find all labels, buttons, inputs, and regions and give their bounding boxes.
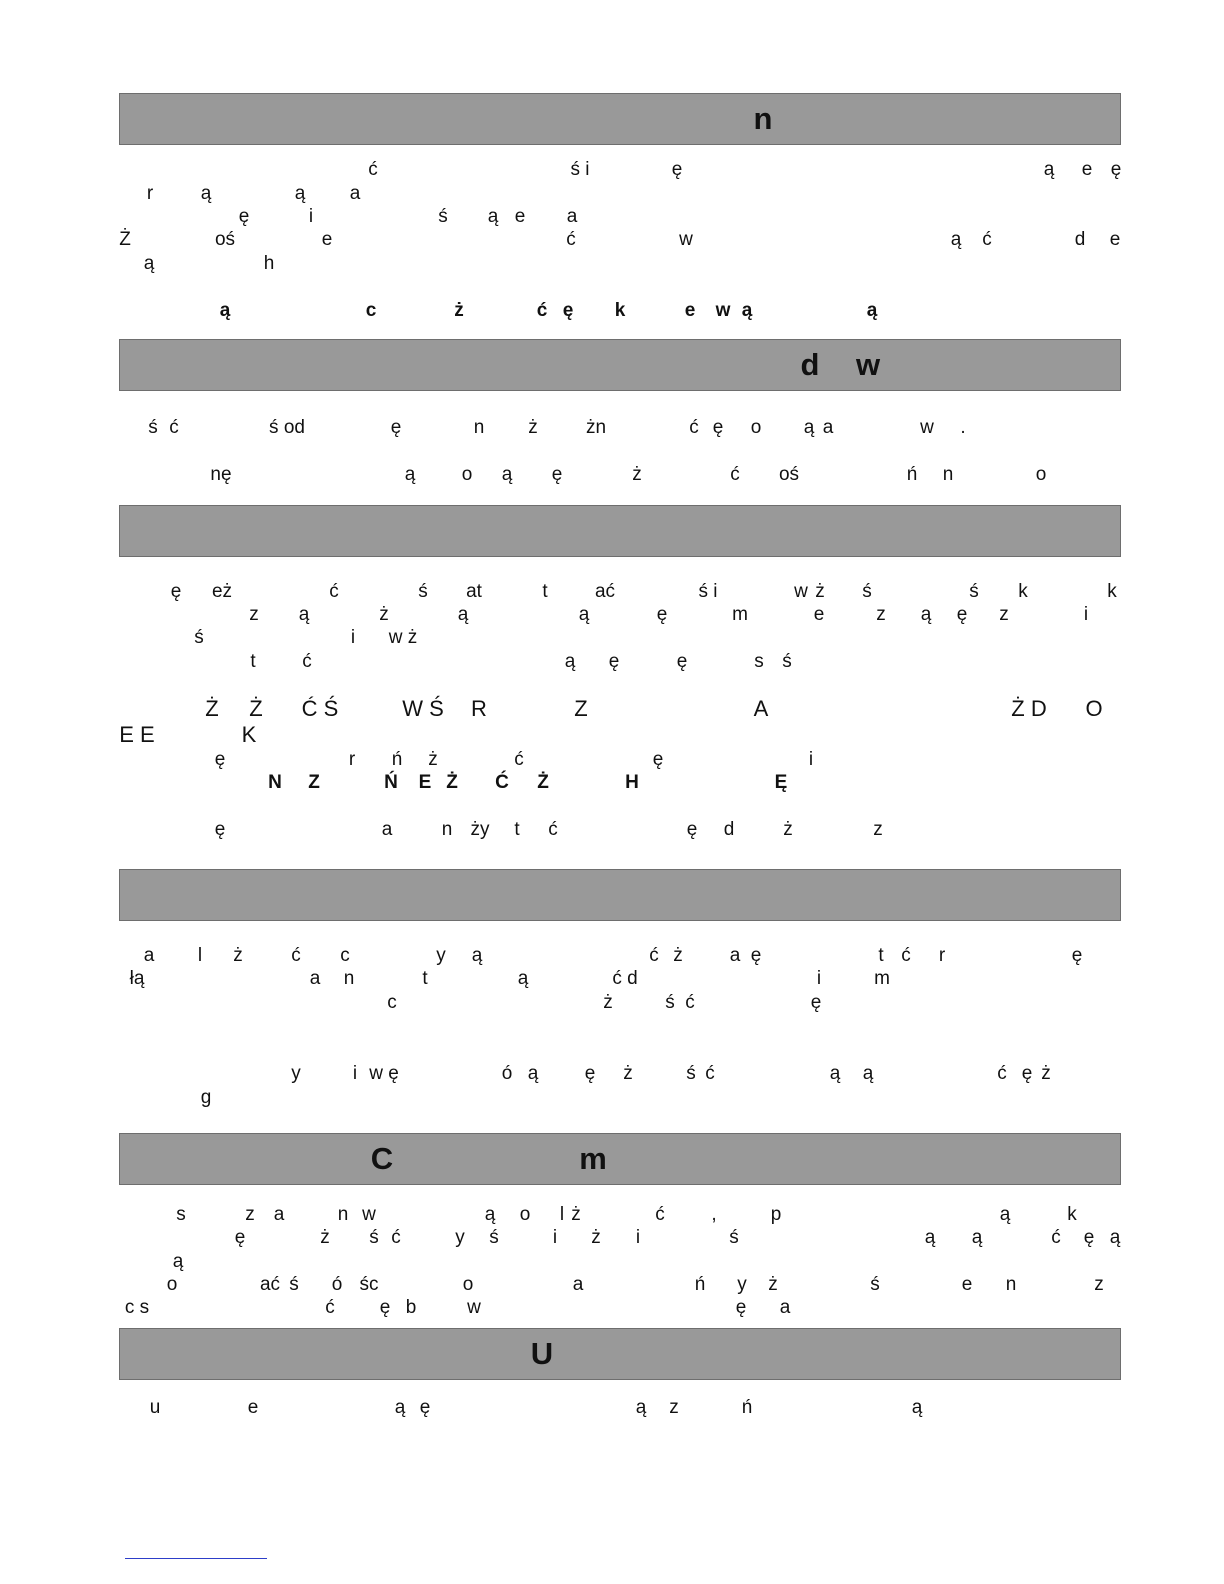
glyph: s xyxy=(176,1204,186,1225)
glyph: ę xyxy=(608,651,620,672)
glyph: ś xyxy=(782,651,792,672)
text-line xyxy=(0,603,1224,627)
glyph: t xyxy=(250,651,256,672)
glyph: Ć xyxy=(495,772,509,793)
glyph: y xyxy=(737,1274,747,1295)
glyph: ś xyxy=(369,1227,379,1248)
glyph: ć xyxy=(291,945,301,966)
glyph: ę xyxy=(419,1397,431,1418)
glyph: ś xyxy=(489,1227,499,1248)
glyph: w xyxy=(920,417,934,438)
glyph: ą xyxy=(298,604,310,625)
text-line xyxy=(0,944,1224,968)
glyph: ą xyxy=(635,1397,647,1418)
glyph: a xyxy=(349,183,361,204)
glyph: ń xyxy=(694,1274,706,1295)
glyph: m xyxy=(874,968,890,989)
glyph: z xyxy=(245,1204,255,1225)
text-line xyxy=(0,818,1224,842)
glyph: R xyxy=(471,696,487,721)
glyph: ż xyxy=(783,819,793,840)
glyph: ć xyxy=(566,229,576,250)
heading-glyph: d xyxy=(800,347,820,382)
glyph: i xyxy=(1083,604,1089,625)
glyph: ż xyxy=(528,417,538,438)
glyph: W Ś xyxy=(402,696,444,721)
glyph: ż xyxy=(1041,1063,1051,1084)
glyph: ę xyxy=(750,945,762,966)
glyph: ż xyxy=(454,300,464,321)
glyph: Ż D xyxy=(1011,696,1047,721)
glyph: ę xyxy=(671,159,683,180)
glyph: ę xyxy=(584,1063,596,1084)
glyph: ć xyxy=(901,945,911,966)
text-line xyxy=(0,967,1224,991)
glyph: ż xyxy=(768,1274,778,1295)
glyph: ż xyxy=(320,1227,330,1248)
glyph: ą xyxy=(394,1397,406,1418)
glyph: ą xyxy=(172,1251,184,1272)
heading-glyph: m xyxy=(579,1141,607,1176)
glyph: ć xyxy=(655,1204,665,1225)
glyph: k xyxy=(1067,1204,1077,1225)
glyph: z xyxy=(249,604,259,625)
glyph: ś xyxy=(418,581,428,602)
glyph: ą xyxy=(862,1063,874,1084)
glyph: e xyxy=(247,1397,259,1418)
glyph: i xyxy=(635,1227,641,1248)
glyph: i xyxy=(816,968,822,989)
glyph: ą xyxy=(527,1063,539,1084)
glyph: ę xyxy=(956,604,968,625)
glyph: y xyxy=(436,945,446,966)
glyph: o xyxy=(750,417,762,438)
glyph: Ż xyxy=(446,772,458,793)
glyph: ć xyxy=(685,992,695,1013)
glyph: ą xyxy=(501,464,513,485)
glyph: ą xyxy=(911,1397,923,1418)
glyph: r xyxy=(146,183,154,204)
glyph: , xyxy=(711,1204,717,1225)
glyph: i xyxy=(552,1227,558,1248)
glyph: Ż xyxy=(205,696,219,721)
glyph: Ż xyxy=(119,229,131,250)
glyph: eż xyxy=(211,581,233,602)
glyph: ą xyxy=(971,1227,983,1248)
text-line xyxy=(0,1296,1224,1320)
glyph: ć xyxy=(705,1063,715,1084)
glyph: w xyxy=(715,300,731,321)
glyph: ó xyxy=(331,1274,343,1295)
glyph: N xyxy=(268,772,282,793)
glyph: r xyxy=(938,945,946,966)
glyph: a xyxy=(572,1274,584,1295)
glyph: śc xyxy=(359,1274,379,1295)
glyph: ś xyxy=(686,1063,696,1084)
glyph: i xyxy=(352,1063,358,1084)
glyph: Ż xyxy=(537,772,549,793)
glyph: ć xyxy=(730,464,740,485)
glyph: ć xyxy=(1051,1227,1061,1248)
glyph: ą xyxy=(1043,159,1055,180)
glyph: w ż xyxy=(388,627,418,648)
glyph: ę xyxy=(676,651,688,672)
glyph: ś xyxy=(969,581,979,602)
glyph: ś xyxy=(862,581,872,602)
glyph: ą xyxy=(829,1063,841,1084)
text-line xyxy=(0,463,1224,487)
glyph: ś xyxy=(870,1274,880,1295)
section-heading-3 xyxy=(119,505,1121,557)
glyph: ę xyxy=(810,992,822,1013)
glyph: ą xyxy=(564,651,576,672)
glyph: r xyxy=(348,749,356,770)
glyph: n xyxy=(942,464,954,485)
glyph: żn xyxy=(585,417,607,438)
text-line xyxy=(0,1273,1224,1297)
glyph: w ę xyxy=(369,1063,399,1084)
glyph: t xyxy=(542,581,548,602)
glyph: y xyxy=(455,1227,465,1248)
glyph: e xyxy=(813,604,825,625)
glyph: ń xyxy=(391,749,403,770)
text-line xyxy=(0,650,1224,674)
section-heading-4 xyxy=(119,869,1121,921)
glyph: ć xyxy=(982,229,992,250)
section-heading-1 xyxy=(119,93,1121,145)
glyph: ż xyxy=(571,1204,581,1225)
glyph: ś i xyxy=(698,581,718,602)
text-line xyxy=(0,1396,1224,1420)
text-line xyxy=(0,723,1224,747)
glyph: ż xyxy=(428,749,438,770)
text-line xyxy=(0,1203,1224,1227)
glyph: ą xyxy=(866,300,878,321)
text-line xyxy=(0,697,1224,721)
glyph: e xyxy=(1081,159,1093,180)
glyph: d xyxy=(1074,229,1086,250)
glyph: e xyxy=(514,206,526,227)
glyph: oś xyxy=(214,229,236,250)
glyph: ą xyxy=(200,183,212,204)
glyph: ę xyxy=(712,417,724,438)
glyph: z xyxy=(1094,1274,1104,1295)
glyph: at xyxy=(466,581,482,602)
glyph: ś xyxy=(729,1227,739,1248)
glyph: l xyxy=(559,1204,565,1225)
glyph: m xyxy=(732,604,748,625)
glyph: l xyxy=(197,945,203,966)
glyph: łą xyxy=(129,968,145,989)
glyph: ć xyxy=(536,300,548,321)
glyph: ć xyxy=(548,819,558,840)
glyph: oś xyxy=(778,464,800,485)
glyph: ać xyxy=(594,581,616,602)
glyph: o xyxy=(519,1204,531,1225)
glyph: n xyxy=(337,1204,349,1225)
glyph: k xyxy=(1107,581,1117,602)
glyph: E E xyxy=(119,722,155,747)
glyph: ć xyxy=(325,1297,335,1318)
glyph: s xyxy=(754,651,764,672)
glyph: ś xyxy=(438,206,448,227)
text-line xyxy=(0,991,1224,1015)
glyph: Ż xyxy=(249,696,263,721)
text-line xyxy=(0,771,1224,795)
glyph: ż xyxy=(623,1063,633,1084)
glyph: ą xyxy=(294,183,306,204)
glyph: w xyxy=(679,229,693,250)
text-line xyxy=(0,416,1224,440)
glyph: e xyxy=(321,229,333,250)
glyph: ż xyxy=(603,992,613,1013)
glyph: o xyxy=(461,464,473,485)
glyph: ś i xyxy=(570,159,590,180)
glyph: ó xyxy=(501,1063,513,1084)
glyph: z xyxy=(873,819,883,840)
glyph: ę xyxy=(234,1227,246,1248)
glyph: a xyxy=(309,968,321,989)
glyph: ę xyxy=(1071,945,1083,966)
glyph: ać xyxy=(259,1274,281,1295)
glyph: h xyxy=(263,253,275,274)
glyph: ę xyxy=(1021,1063,1033,1084)
glyph: n xyxy=(441,819,453,840)
glyph: ę xyxy=(686,819,698,840)
glyph: a xyxy=(779,1297,791,1318)
glyph: ę xyxy=(652,749,664,770)
glyph: w xyxy=(794,581,808,602)
glyph: ć d xyxy=(612,968,638,989)
heading-glyph: C xyxy=(370,1141,394,1176)
glyph: c xyxy=(340,945,350,966)
glyph: o xyxy=(1035,464,1047,485)
glyph: ży xyxy=(470,819,490,840)
glyph: c s xyxy=(124,1297,150,1318)
glyph: o xyxy=(166,1274,178,1295)
glyph: H xyxy=(625,772,639,793)
glyph: ę xyxy=(735,1297,747,1318)
glyph: t xyxy=(514,819,520,840)
glyph: k xyxy=(1018,581,1028,602)
glyph: w xyxy=(467,1297,481,1318)
glyph: d xyxy=(723,819,735,840)
glyph: ę xyxy=(1083,1227,1095,1248)
glyph: ą xyxy=(143,253,155,274)
section-heading-6 xyxy=(119,1328,1121,1380)
section-heading-5 xyxy=(119,1133,1121,1185)
text-line xyxy=(0,252,1224,276)
glyph: ę xyxy=(214,819,226,840)
glyph: ę xyxy=(562,300,574,321)
text-line xyxy=(0,1226,1224,1250)
section-heading-2 xyxy=(119,339,1121,391)
glyph: E xyxy=(418,772,432,793)
glyph: a xyxy=(822,417,834,438)
glyph: o xyxy=(462,1274,474,1295)
glyph: K xyxy=(241,722,257,747)
glyph: ą xyxy=(219,300,231,321)
glyph: ę xyxy=(170,581,182,602)
glyph: k xyxy=(614,300,626,321)
glyph: ą xyxy=(471,945,483,966)
glyph: ń xyxy=(906,464,918,485)
glyph: t xyxy=(422,968,428,989)
glyph: z xyxy=(999,604,1009,625)
glyph: nę xyxy=(210,464,232,485)
glyph: c xyxy=(387,992,397,1013)
glyph: n xyxy=(1005,1274,1017,1295)
glyph: ż xyxy=(379,604,389,625)
glyph: a xyxy=(273,1204,285,1225)
glyph: i xyxy=(808,749,814,770)
text-line xyxy=(0,299,1224,323)
glyph: ż xyxy=(233,945,243,966)
glyph: ą xyxy=(484,1204,496,1225)
glyph: . xyxy=(960,417,966,438)
text-line xyxy=(0,205,1224,229)
glyph: n xyxy=(343,968,355,989)
glyph: p xyxy=(770,1204,782,1225)
glyph: ę xyxy=(238,206,250,227)
glyph: e xyxy=(1109,229,1121,250)
glyph: c xyxy=(365,300,377,321)
glyph: ę xyxy=(656,604,668,625)
glyph: ę xyxy=(1110,159,1122,180)
glyph: ś xyxy=(665,992,675,1013)
glyph: g xyxy=(200,1087,212,1108)
heading-glyph: w xyxy=(855,347,881,382)
text-line xyxy=(0,158,1224,182)
glyph: n xyxy=(473,417,485,438)
glyph: ć xyxy=(997,1063,1007,1084)
heading-glyph: U xyxy=(530,1336,554,1371)
text-line xyxy=(0,626,1224,650)
glyph: ć xyxy=(649,945,659,966)
glyph: Z xyxy=(308,772,320,793)
glyph: ą xyxy=(924,1227,936,1248)
glyph: ń xyxy=(741,1397,753,1418)
glyph: ż xyxy=(815,581,825,602)
text-line xyxy=(0,1086,1224,1110)
glyph: ą xyxy=(404,464,416,485)
glyph: ć xyxy=(302,651,312,672)
text-line xyxy=(0,1250,1224,1274)
footnote-separator xyxy=(125,1558,267,1559)
glyph: e xyxy=(961,1274,973,1295)
glyph: Z xyxy=(574,696,588,721)
glyph: ę xyxy=(379,1297,391,1318)
glyph: ę xyxy=(214,749,226,770)
glyph: ą xyxy=(578,604,590,625)
glyph: ż xyxy=(632,464,642,485)
text-line xyxy=(0,580,1224,604)
glyph: ą xyxy=(487,206,499,227)
glyph: i xyxy=(308,206,314,227)
glyph: A xyxy=(753,696,769,721)
glyph: ć xyxy=(169,417,179,438)
text-line xyxy=(0,228,1224,252)
glyph: a xyxy=(381,819,393,840)
glyph: t xyxy=(878,945,884,966)
glyph: e xyxy=(684,300,696,321)
glyph: ć xyxy=(368,159,378,180)
glyph: Ć Ś xyxy=(301,696,339,721)
text-line xyxy=(0,748,1224,772)
glyph: ś od xyxy=(269,417,305,438)
glyph: i xyxy=(350,627,356,648)
glyph: Ę xyxy=(774,772,788,793)
glyph: b xyxy=(405,1297,417,1318)
glyph: ą xyxy=(1109,1227,1121,1248)
glyph: ć xyxy=(391,1227,401,1248)
glyph: ś xyxy=(289,1274,299,1295)
heading-glyph: n xyxy=(753,101,773,136)
glyph: ą xyxy=(999,1204,1011,1225)
glyph: ą xyxy=(741,300,753,321)
glyph: ą xyxy=(920,604,932,625)
glyph: ę xyxy=(551,464,563,485)
glyph: ś xyxy=(194,627,204,648)
text-line xyxy=(0,1062,1224,1086)
glyph: ż xyxy=(591,1227,601,1248)
glyph: a xyxy=(566,206,578,227)
glyph: ż xyxy=(673,945,683,966)
glyph: a xyxy=(729,945,741,966)
glyph: y xyxy=(291,1063,301,1084)
glyph: ć xyxy=(329,581,339,602)
glyph: z xyxy=(876,604,886,625)
glyph: ą xyxy=(517,968,529,989)
glyph: O xyxy=(1085,696,1103,721)
glyph: ą xyxy=(950,229,962,250)
text-line xyxy=(0,182,1224,206)
glyph: ć xyxy=(689,417,699,438)
glyph: w xyxy=(362,1204,376,1225)
glyph: z xyxy=(669,1397,679,1418)
glyph: Ń xyxy=(384,772,398,793)
glyph: ą xyxy=(803,417,815,438)
glyph: ą xyxy=(457,604,469,625)
glyph: ę xyxy=(390,417,402,438)
glyph: ć xyxy=(514,749,524,770)
glyph: u xyxy=(149,1397,161,1418)
glyph: a xyxy=(143,945,155,966)
glyph: ś xyxy=(148,417,158,438)
